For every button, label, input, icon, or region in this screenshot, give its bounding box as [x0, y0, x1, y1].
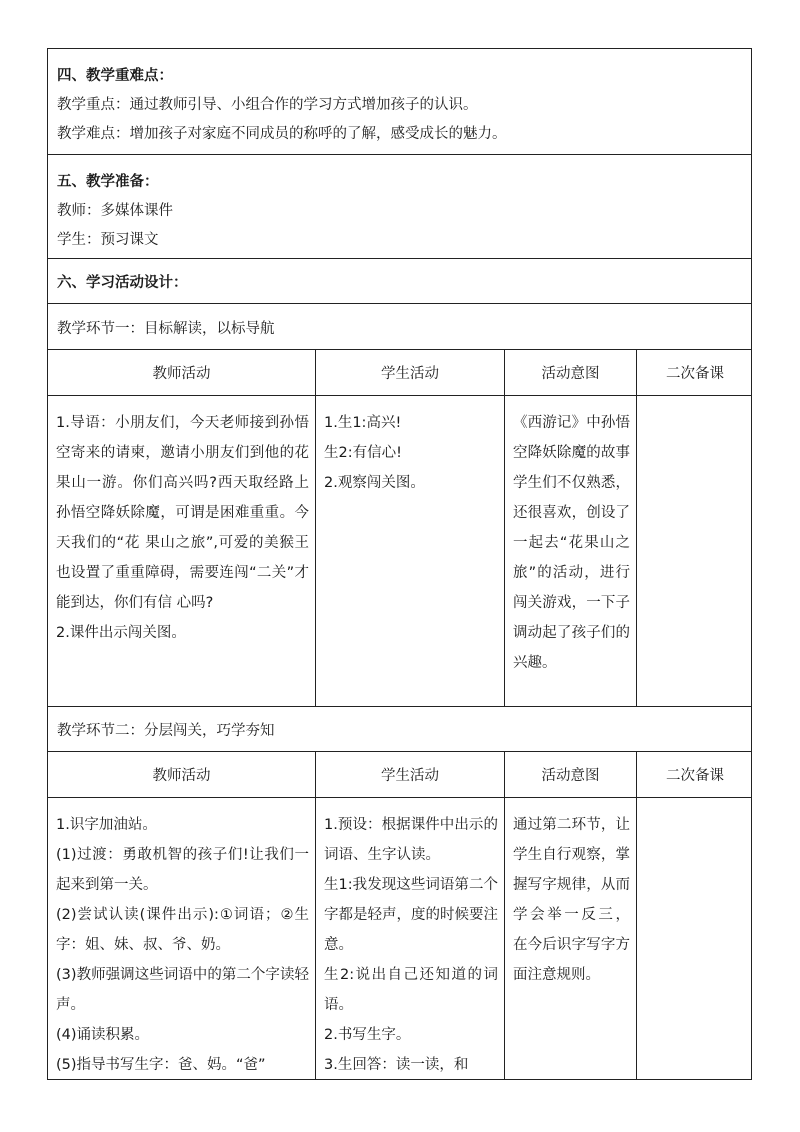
column-header: 活动意图: [505, 350, 637, 395]
section5-heading: 五、教学准备：: [57, 174, 159, 190]
column-header: 教师活动: [48, 350, 316, 395]
link1-student-cell: [316, 396, 505, 706]
link1-teacher-cell: [48, 396, 316, 706]
paragraph: 通过第二环节，让学生自行观察，掌握写字规律，从而学会举一反三， 在今后识字写字方面注意规则。: [513, 817, 630, 983]
column-header: 二次备课: [666, 768, 724, 784]
section4-key-point: 教学重点：通过教师引导、小组合作的学习方式增加孩子的认识。: [57, 97, 478, 113]
paragraph: 3.生回答：读一读，和: [324, 1057, 469, 1073]
link2-secondary-cell: [637, 798, 752, 1080]
column-header: 活动意图: [505, 752, 637, 797]
paragraph: (3)教师强调这些词语中的第二个字读轻声。: [56, 967, 309, 1013]
paragraph: 2.书写生字。: [324, 1027, 411, 1043]
column-header: 学生活动: [316, 752, 505, 797]
paragraph: 1.生1:高兴!: [324, 415, 402, 431]
link2-title: 教学环节二：分层闯关，巧学夯知: [57, 723, 275, 739]
section4-difficulty: 教学难点：增加孩子对家庭不同成员的称呼的了解，感受成长的魅力。: [57, 126, 507, 142]
section5-student: 学生：预习课文: [57, 232, 159, 248]
paragraph: (5)指导书写生字：爸、妈。“爸”: [56, 1057, 266, 1073]
paragraph: 2.观察闯关图。: [324, 475, 425, 491]
link2-body-row: [48, 798, 751, 1080]
section-key-difficult-points: [48, 49, 751, 155]
paragraph: 《西游记》中孙悟空降妖除魔的故事学生们不仅熟悉，还很喜欢，创设了一起去“花果山之旅”的活动，进行闯关游戏，一下子调动起了孩子们的兴趣。: [513, 415, 630, 671]
paragraph: (4)诵读积累。: [56, 1027, 150, 1043]
paragraph: 生1:我发现这些词语第二个字都是轻声，度的时候要注意。: [324, 877, 498, 953]
link1-title: 教学环节一：目标解读，以标导航: [57, 321, 275, 337]
paragraph: 生2:有信心!: [324, 445, 402, 461]
link2-header-row: [48, 752, 751, 798]
section6-heading: 六、学习活动设计：: [57, 275, 188, 291]
section4-heading: 四、教学重难点：: [57, 68, 173, 84]
column-header: 二次备课: [666, 366, 724, 382]
link1-body-row: [48, 396, 751, 707]
section-activity-design: [48, 259, 751, 304]
lesson-plan-frame: [47, 48, 752, 1080]
section-preparation: [48, 155, 751, 259]
paragraph: (1)过渡：勇敢机智的孩子们!让我们一起来到第一关。: [56, 847, 309, 893]
link1-intent-cell: [505, 396, 637, 706]
column-header: 学生活动: [316, 350, 505, 395]
link2-student-cell: [316, 798, 505, 1080]
section5-teacher: 教师：多媒体课件: [57, 203, 173, 219]
link2-teacher-cell: [48, 798, 316, 1080]
link1-title-row: [48, 304, 751, 350]
link2-title-row: [48, 707, 751, 752]
paragraph: (2)尝试认读(课件出示):①词语；②生字：姐、妹、叔、爷、奶。: [56, 907, 309, 953]
link1-secondary-cell: [637, 396, 752, 706]
paragraph: 1.导语：小朋友们，今天老师接到孙悟空寄来的请柬，邀请小朋友们到他的花果山一游。你们高兴吗?西天取经路上孙悟空降妖除魔，可谓是困难重重。今天我们的“花 果山之旅”,可爱的美猴王也设置了重重障碍，需要连闯“二关”才能到达，你们有信 心吗?: [56, 415, 309, 611]
paragraph: 1.预设：根据课件中出示的词语、生字认读。: [324, 817, 498, 863]
column-header: 教师活动: [48, 752, 316, 797]
paragraph: 生2:说出自己还知道的词语。: [324, 967, 498, 1013]
link2-intent-cell: [505, 798, 637, 1080]
paragraph: 1.识字加油站。: [56, 817, 157, 833]
link1-header-row: [48, 350, 751, 396]
paragraph: 2.课件出示闯关图。: [56, 625, 186, 641]
